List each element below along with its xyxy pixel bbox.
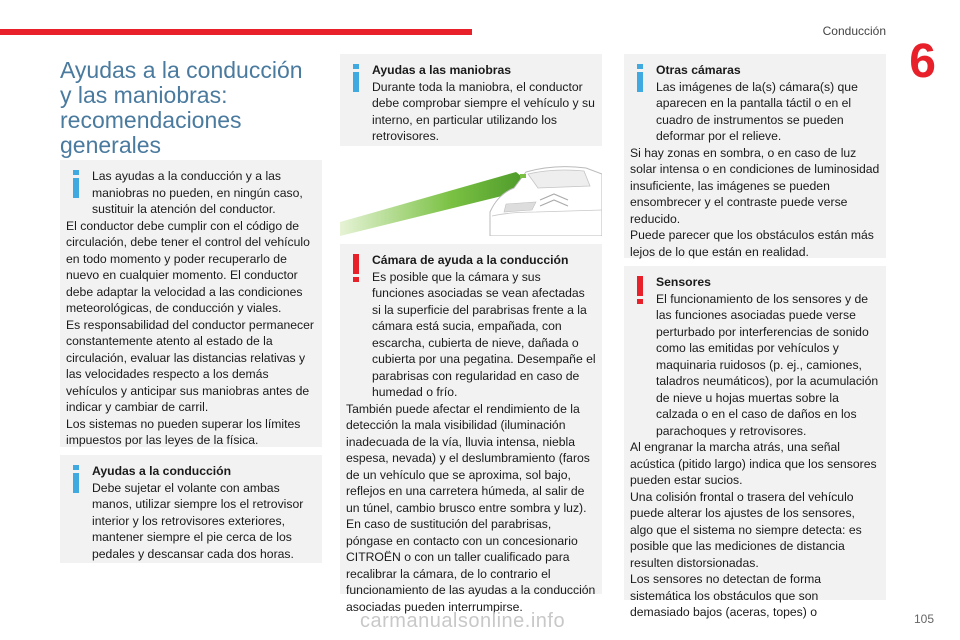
info-icon: [72, 465, 80, 493]
section-title: Conducción: [822, 24, 886, 38]
note-paragraph: El funcionamiento de los sensores y de las funciones asociadas puede verse perturbado por interferencias de sonido como las emitidas por vehículos y maquinaria ruidosos (p. ej., camiones, taladros neumáticos), por la acumulación de nieve u hojas muertas sobre la calzada o en el caso de daños en los parachoques y retrovisores.: [656, 291, 879, 438]
note-paragraph: Los sistemas no pueden superar los límites impuestos por las leyes de la física.: [66, 416, 301, 447]
note-title: Otras cámaras: [656, 63, 741, 77]
note-title: Ayudas a las maniobras: [372, 63, 512, 77]
warning-box-camera: [340, 244, 602, 614]
note-paragraph: Las imágenes de la(s) cámara(s) que aparecen en la pantalla táctil o en el cuadro de instrumentos se pueden deformar por el relieve.: [656, 79, 858, 143]
note-paragraph: Es posible que la cámara y sus funciones asociadas se vean afectadas si la superficie del parabrisas frente a la cámara está sucia, empañada, con escarcha, cubierta de nieve, dañada o cubierta por una pegatina. Desempañe el parabrisas con regularidad en caso de humedad o frío.: [372, 269, 596, 399]
note-paragraph: En caso de sustitución del parabrisas, póngase en contacto con un concesionario CITROËN o con un taller cualificado para recalibrar la cámara, de lo contrario el funcionamiento de las ayudas a la conducción asociadas pueden interrumpirse.: [346, 517, 596, 614]
warning-box-sensors: [624, 266, 886, 619]
note-paragraph: Si hay zonas en sombra, o en caso de luz solar intensa o en condiciones de luminosidad insuficiente, las imágenes se pueden ensombrecer y el contraste puede verse reducido.: [630, 145, 880, 226]
note-paragraph: Es responsabilidad del conductor permanecer constantemente atento al estado de la circulación, evaluar las distancias relativas y las velocidades respecto a los demás vehículos y anticipar sus maniobras antes de indicar y cambiar de carril.: [66, 317, 314, 414]
info-icon: [352, 64, 360, 92]
info-icon: [636, 64, 644, 92]
note-paragraph: Los sensores no detectan de forma sistemática los obstáculos que son demasiado bajos (aceras, topes) o: [630, 572, 822, 619]
info-icon: [72, 170, 80, 198]
note-paragraph: El conductor debe cumplir con el código de circulación, debe tener el control del vehículo en todo momento y poder recuperarlo de nuevo en cualquier momento. El conductor debe adaptar la velocidad a las condiciones meteorológicas, de conducción y viales.: [66, 218, 310, 315]
note-box-general: [60, 160, 322, 447]
chapter-number: 6: [909, 35, 936, 88]
note-paragraph: Puede parecer que los obstáculos están más lejos de lo que están en realidad.: [630, 228, 874, 259]
note-title: Cámara de ayuda a la conducción: [372, 253, 569, 267]
note-paragraph: También puede afectar el rendimiento de la detección la mala visibilidad (iluminación inadecuada de la vía, lluvia intensa, niebla espesa, nevada) y el deslumbramiento (faros de un vehículo que se aproxima, sol bajo, reflejos en una carretera húmeda, al salir de un túnel, cambio brusco entre sombra y luz).: [346, 401, 590, 515]
warning-icon: [352, 254, 360, 282]
note-paragraph: Una colisión frontal o trasera del vehículo puede alterar los ajustes de los sensores, algo que el sistema no siempre detecta: es posible que las mediciones de distancia resulten distorsionadas.: [630, 489, 862, 570]
note-text: Debe sujetar el volante con ambas manos, utilizar siempre los el retrovisor interior y los retrovisores exteriores, mantener siempre el pie cerca de los pedales y descansar cada dos horas.: [92, 480, 304, 561]
note-text: Durante toda la maniobra, el conductor debe comprobar siempre el vehículo y su interno, en particular utilizando los retrovisores.: [372, 79, 595, 143]
page-number: 105: [913, 612, 934, 626]
note-box-driving-aids: [60, 455, 322, 563]
watermark: carmanualsonline.info: [360, 610, 566, 632]
note-box-other-cameras: [624, 54, 886, 258]
car-camera-illustration: [340, 160, 602, 236]
note-title: Ayudas a la conducción: [92, 464, 232, 478]
warning-icon: [636, 276, 644, 304]
header-accent-bar: [0, 29, 472, 35]
note-box-maneuver-aids: [340, 54, 602, 146]
note-paragraph: Las ayudas a la conducción y a las maniobras no pueden, en ningún caso, sustituir la atención del conductor.: [92, 169, 303, 216]
page-heading: Ayudas a la conducción y las maniobras: recomendaciones generales: [60, 57, 303, 158]
note-title: Sensores: [656, 275, 711, 289]
note-paragraph: Al engranar la marcha atrás, una señal acústica (pitido largo) indica que los sensores pueden estar sucios.: [630, 440, 877, 487]
